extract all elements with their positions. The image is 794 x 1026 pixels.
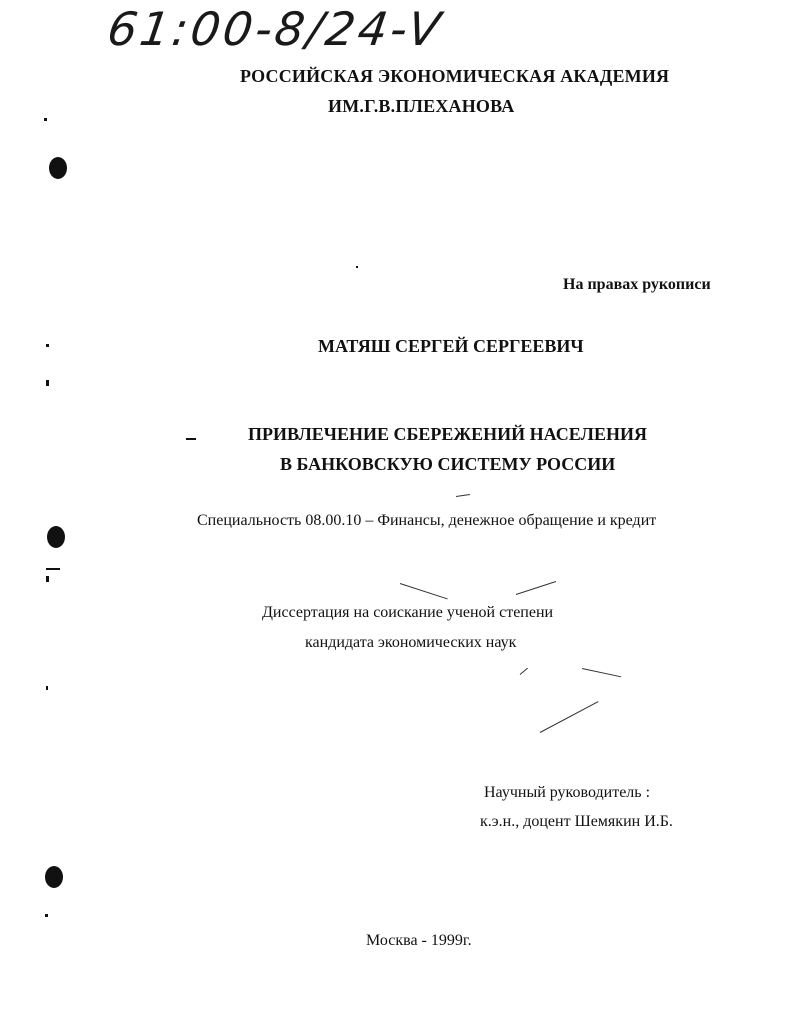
handwritten-catalog-number: 61:00-8/24-V [104,2,447,56]
scan-speck [186,438,196,440]
scan-speck [44,118,47,121]
scan-speck [46,686,48,690]
institution-name-line2: ИМ.Г.В.ПЛЕХАНОВА [328,96,515,116]
pencil-stroke [456,494,470,497]
scan-speck [46,380,49,386]
dissertation-line1: Диссертация на соискание ученой степени [262,604,554,621]
dissertation-line2: кандидата экономических наук [305,634,517,651]
pencil-stroke [540,701,599,733]
rights-note: На правах рукописи [563,276,711,293]
place-and-year: Москва - 1999г. [366,932,472,949]
thesis-title-line2: В БАНКОВСКУЮ СИСТЕМУ РОССИИ [280,454,616,474]
supervisor-label: Научный руководитель : [484,784,651,801]
scan-speck [46,568,60,570]
supervisor-name: к.э.н., доцент Шемякин И.Б. [480,813,673,830]
pencil-stroke [582,668,621,677]
scan-speck [356,266,358,268]
scan-speck [46,576,49,582]
punch-hole-mark [47,526,65,548]
pencil-stroke [520,668,528,675]
punch-hole-mark [49,157,67,179]
specialty-line: Специальность 08.00.10 – Финансы, денежное обращение и кредит [197,512,657,529]
thesis-title-line1: ПРИВЛЕЧЕНИЕ СБЕРЕЖЕНИЙ НАСЕЛЕНИЯ [248,424,647,444]
author-name: МАТЯШ СЕРГЕЙ СЕРГЕЕВИЧ [318,336,584,356]
punch-hole-mark [45,866,63,888]
scan-speck [46,344,49,347]
pencil-stroke [400,583,448,599]
institution-name-line1: РОССИЙСКАЯ ЭКОНОМИЧЕСКАЯ АКАДЕМИЯ [240,66,670,86]
pencil-stroke [516,581,556,595]
scan-speck [45,914,48,917]
